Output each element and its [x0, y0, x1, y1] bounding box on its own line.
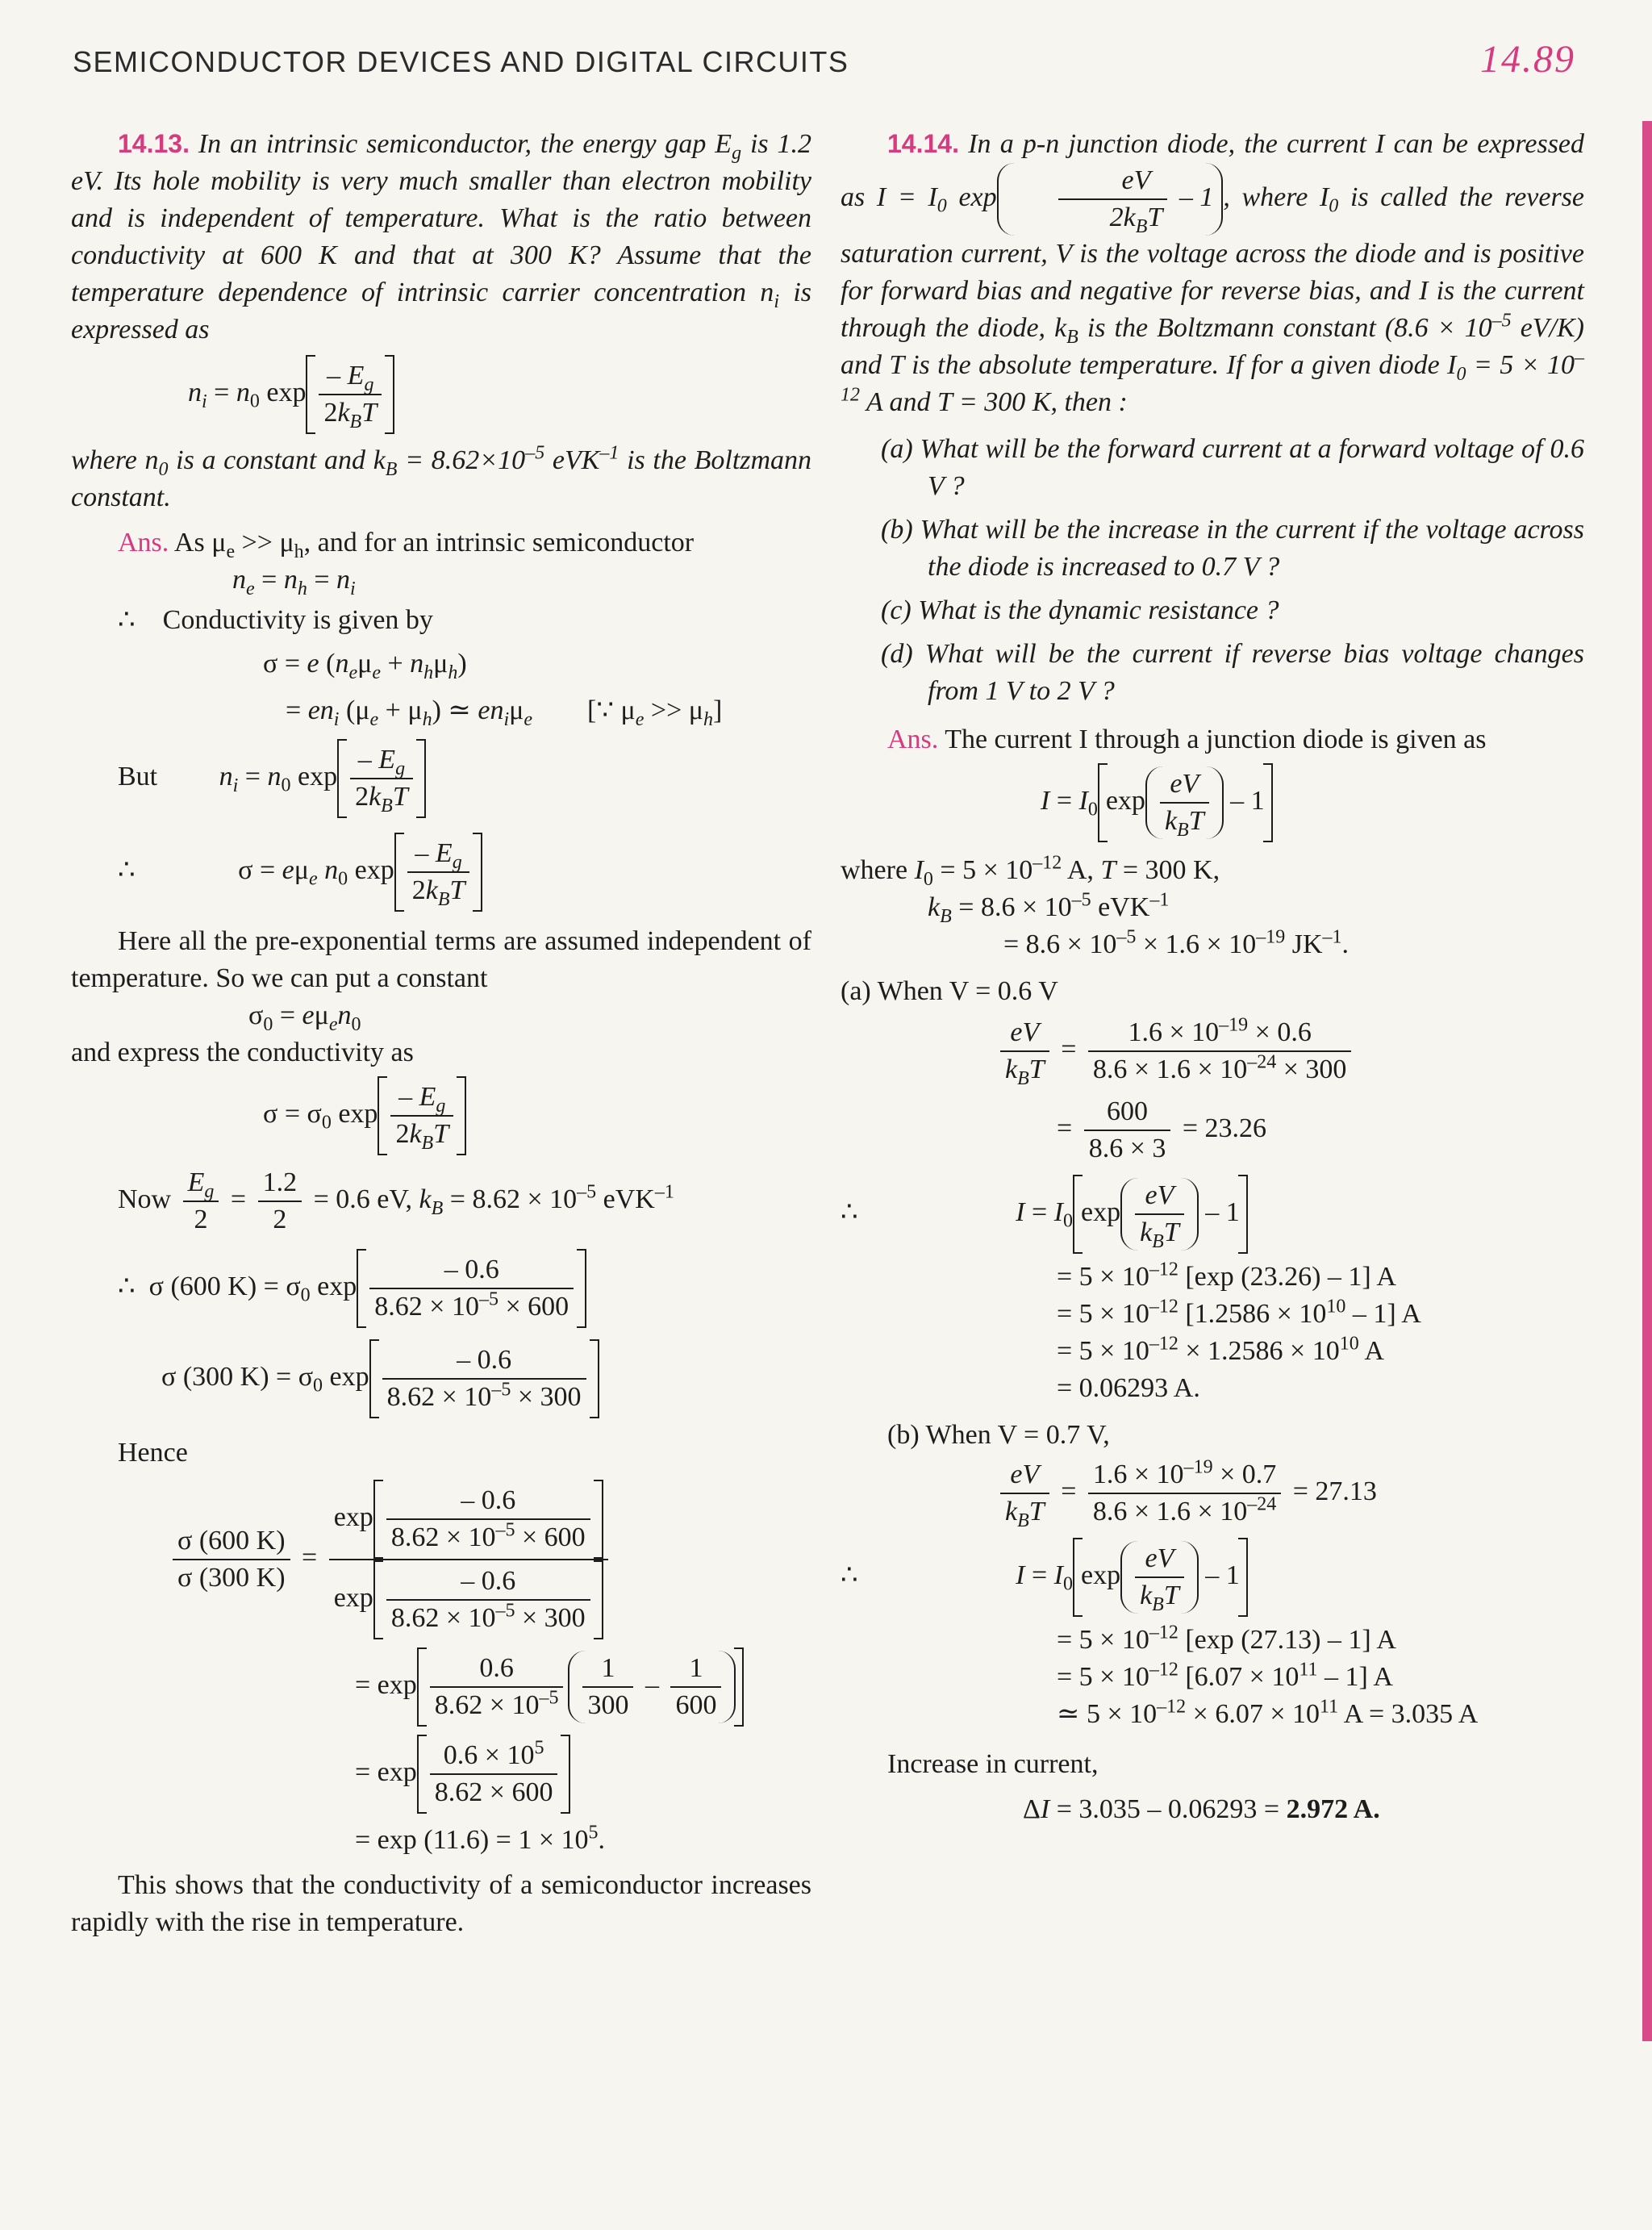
answer-14-13: Ans. As $\mu_e >> \mu_h$, and for an intrinsic semiconductor: [118, 528, 695, 562]
equation-ratio: $\frac{\sigma (600 K)}{\sigma (300 K)}$ = exp $\frac{- 0.6}{8.62 \times 10^{-5} \times 600}$ exp $\frac{- 0.6}{8.62 \times 10^{-5} \times 300}$: [71, 1480, 811, 1639]
equation-b5: ≃ $5 \times 10^{-12} \times 6.07 \times 10^{11}$ A = 3.035 A: [1057, 1696, 1479, 1729]
equation-ratio3: = exp $\frac{0.6 \times 10^5}{8.62 \times 600}$: [71, 1735, 811, 1814]
question-14-13: 14.13. In an intrinsic semiconductor, the energy gap $E_g$ is 1.2 eV. Its hole mobility is very much smaller than electron mobility and is independent of temperature. What is the ratio between conductivity at 600 K and that at 300 K? Assume that the temperature dependence of intrinsic carrier concentration $n_i$ is expressed as: [71, 129, 812, 345]
sub-question-c: (c) What is the dynamic resistance ?: [881, 595, 1279, 625]
sub-question-d: (d) What will be the current if reverse bias voltage changes from 1 V to 2 V ?: [881, 639, 1584, 706]
equation-sigma2: = $en_i$ $(\mu_e + \mu_h)$ ≃ $en_i\mu_e$ [∵ $\mu_e >> \mu_h$]: [286, 695, 723, 730]
equation-a2: = $\frac{600}{8.6 \times 3}$ = 23.26: [841, 1094, 1584, 1167]
part-a-label: (a) When V = 0.6 V: [841, 976, 1058, 1006]
part-b-label: (b) When V = 0.7 V,: [887, 1420, 1110, 1450]
equation-sigma1: σ = e $(n_e\mu_e + n_h\mu_h)$: [263, 649, 467, 683]
equation-now: Now $\frac{E_g}{2}$ = $\frac{1.2}{2}$ = 0.6 eV, $k_B = 8.62 \times 10^{-5}$ eVK$^{-1}$: [71, 1165, 811, 1238]
equation-carrier: $n_e = n_h = n_i$: [232, 565, 356, 599]
page-edge-marker: [1642, 121, 1652, 2041]
equation-a4: = $5 \times 10^{-12}$ [exp (23.26) – 1] A: [1057, 1259, 1396, 1292]
equation-sigma300: σ (300 $K) = \sigma_0$ exp $\frac{- 0.6}{8.62 \times 10^{-5} \times 300}$: [71, 1339, 811, 1418]
conclusion-text: This shows that the conductivity of a semiconductor increases rapidly with the rise in temperature.: [71, 1870, 811, 1937]
right-column: [841, 125, 1584, 1828]
sub-question-b: (b) What will be the increase in the current if the voltage across the diode is increased to 0.7 V ?: [881, 515, 1584, 582]
increase-label: Increase in current,: [887, 1749, 1099, 1779]
page-number: 14.89: [1480, 38, 1575, 81]
conductivity-intro: ∴ Conductivity is given by: [118, 605, 433, 635]
equation-sigma0: $\sigma_0 = e\mu_en_0$: [248, 1000, 361, 1035]
question-14-14: 14.14. In a p-n junction diode, the current I can be expressed as $I = I_0$ exp $\frac{eV}{2k_BT}$ – 1 , where $I_0$ is called the reverse saturation current, V is the voltage across the diode and is positive for forward bias and negative for reverse bias, and I is the current through the diode, $k_B$ is the Boltzmann constant ($8.6 \times 10^{-5}$ eV/K) and T is the absolute temperature. If for a given diode $I_0 = 5 \times 10^{-12}$ A and T = 300 K, then :: [841, 129, 1585, 417]
equation-a5: = $5 \times 10^{-12}$ $[1.2586 \times 10^{10} - 1]$ A: [1057, 1296, 1421, 1329]
equation-b2: ∴ $I = I_0$ exp $\frac{eV}{k_BT}$ – 1: [841, 1538, 1584, 1617]
equation-ni: $n_i = n_0$ exp $\frac{- E_g}{2k_BT}$: [188, 355, 811, 434]
hence-label: Hence: [118, 1438, 188, 1468]
equation-sigma600: ∴ σ (600 $K) = \sigma_0$ exp $\frac{- 0.6}{8.62 \times 10^{-5} \times 600}$: [71, 1249, 811, 1328]
equation-where: where $I_0 = 5 \times 10^{-12}$ A, T = 300 K,: [841, 852, 1220, 890]
equation-ratio2: = exp $\frac{0.6}{8.62 \times 10^{-5}}$ $\frac{1}{300}$ – $\frac{1}{600}$: [71, 1647, 811, 1727]
equation-sigma3: ∴ $\sigma = e\mu_e$ $n_0$ exp $\frac{- E_g}{2k_BT}$: [71, 833, 811, 912]
equation-ratio4: = $\exp (11.6) = 1 \times 10^5$.: [355, 1822, 605, 1855]
equation-a1: $\frac{eV}{k_BT}$ = $\frac{1.6 \times 10^{-19} \times 0.6}{8.6 \times 1.6 \times 10^{-24} \times 300}$: [841, 1015, 1584, 1088]
equation-but: But $n_i = n_0$ exp $\frac{- E_g}{2k_BT}$: [71, 739, 811, 818]
equation-a6: = $5 \times 10^{-12} \times 1.2586 \times 10^{10}$ A: [1057, 1333, 1384, 1366]
equation-a3: ∴ $I = I_0$ exp $\frac{eV}{k_BT}$ – 1: [841, 1175, 1584, 1254]
equation-b4: = $5 \times 10^{-12}$ $[6.07 \times 10^{11} - 1]$ A: [1057, 1659, 1393, 1692]
sub-question-a: (a) What will be the forward current at a forward voltage of 0.6 V ?: [881, 434, 1584, 501]
equation-sigma4: $\sigma = \sigma_0$ exp $\frac{- E_g}{2k_BT}$: [71, 1076, 811, 1155]
equation-diode: $I = I_0$ exp $\frac{eV}{k_BT}$ – 1: [841, 763, 1584, 842]
left-column: [71, 125, 811, 1941]
equation-b3: = $5 \times 10^{-12}$ [exp (27.13) – 1] A: [1057, 1622, 1396, 1655]
pre-exponential-text: Here all the pre-exponential terms are assumed independent of temperature. So we can put a constant: [71, 926, 811, 993]
equation-kb1: $k_B = 8.6 \times 10^{-5}$ eVK$^{-1}$: [928, 889, 1170, 927]
equation-a7: = 0.06293 A.: [1057, 1373, 1200, 1403]
equation-delta: ΔI = 3.035 – 0.06293 = 2.972 A.: [1023, 1794, 1380, 1824]
running-header: SEMICONDUCTOR DEVICES AND DIGITAL CIRCUITS: [73, 45, 849, 78]
answer-14-14: Ans. The current I through a junction diode is given as: [887, 725, 1487, 754]
express-text: and express the conductivity as: [71, 1038, 414, 1067]
equation-b1: $\frac{eV}{k_BT}$ = $\frac{1.6 \times 10^{-19} \times 0.7}{8.6 \times 1.6 \times 10^{-24}}$ = 27.13: [841, 1457, 1584, 1530]
equation-kb2: = $8.6 \times 10^{-5} \times 1.6 \times 10^{-19}$ $JK^{-1}$.: [1003, 926, 1350, 959]
where-text: where $n_0$ is a constant and $k_B = 8.62\times 10^{-5}$ eVK$^{-1}$ is the Boltzmann constant.: [71, 442, 812, 512]
